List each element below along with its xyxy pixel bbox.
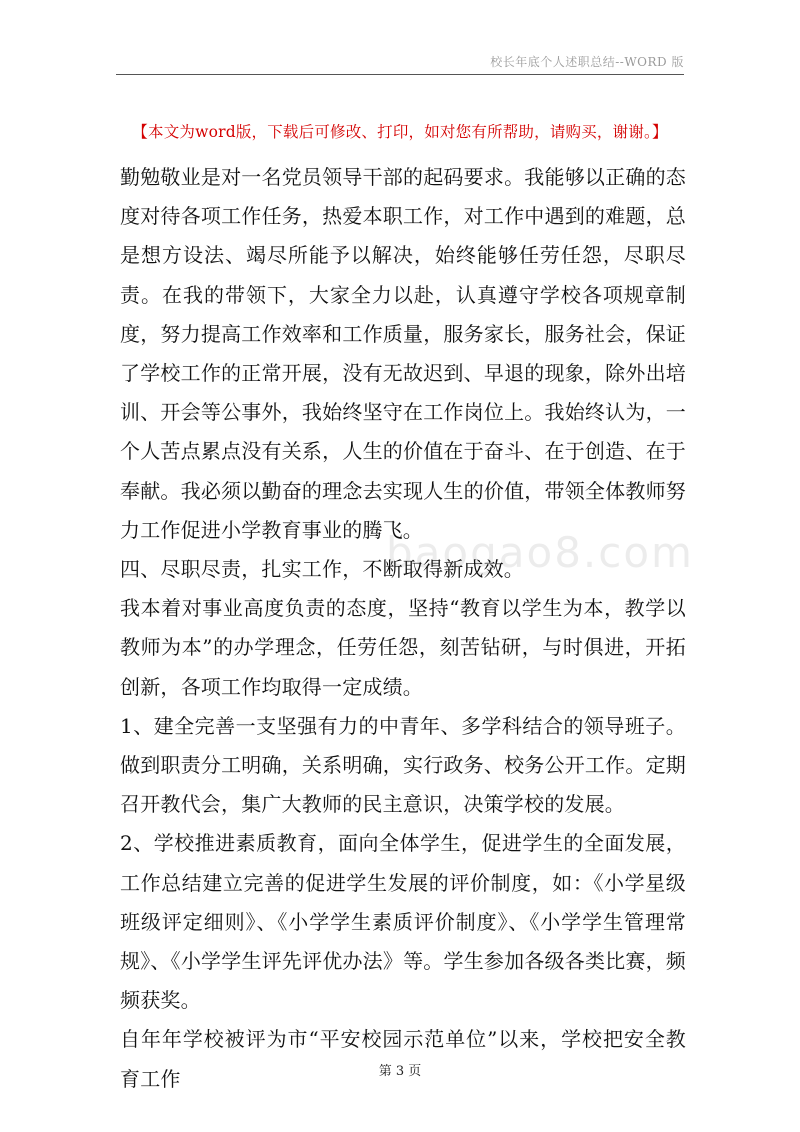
page-number: 第 3 页	[378, 1064, 422, 1079]
section-heading: 四、尽职尽责，扎实工作，不断取得新成效。	[120, 557, 524, 582]
watermark: baogao8.com	[386, 528, 694, 577]
paragraph: 2、学校推进素质教育，面向全体学生，促进学生的全面发展，工作总结建立完善的促进学生发展的评价制度，如：《小学星级班级评定细则》、《小学学生素质评价制度》、《小学学生管理常规》、《小学学生评先评优办法》等。学生参加各级各类比赛，频频获奖。	[120, 831, 686, 1013]
header-divider	[116, 74, 684, 75]
paragraph: 我本着对事业高度负责的态度，坚持“教育以学生为本，教学以教师为本”的办学理念，任劳任怨，刻苦钻研，与时俱进，开拓创新，各项工作均取得一定成绩。	[120, 596, 686, 699]
paragraph: 勤勉敬业是对一名党员领导干部的起码要求。我能够以正确的态度对待各项工作任务，热爱本职工作，对工作中遇到的难题，总是想方设法、竭尽所能予以解决，始终能够任劳任怨，尽职尽责。在我的带领下，大家全力以赴，认真遵守学校各项规章制度，努力提高工作效率和工作质量，服务家长，服务社会，保证了学校工作的正常开展，没有无故迟到、早退的现象，除外出培训、开会等公事外，我始终坚守在工作岗位上。我始终认为，一个人苦点累点没有关系，人生的价值在于奋斗、在于创造、在于奉献。我必须以勤奋的理念去实现人生的价值，带领全体教师努力工作促进小学教育事业的腾飞。	[120, 165, 686, 542]
paragraph: 自年年学校被评为市“平安校园示范单位”以来，学校把安全教育工作	[120, 1027, 686, 1091]
document-body	[120, 158, 686, 1099]
download-notice: 【本文为word版，下载后可修改、打印，如对您有所帮助，请购买，谢谢。】	[132, 123, 668, 141]
paragraph: 1、建全完善一支坚强有力的中青年、多学科结合的领导班子。做到职责分工明确，关系明确，实行政务、校务公开工作。定期召开教代会，集广大教师的民主意识，决策学校的发展。	[120, 713, 686, 817]
header-title: 校长年底个人述职总结--WORD 版	[490, 55, 684, 69]
